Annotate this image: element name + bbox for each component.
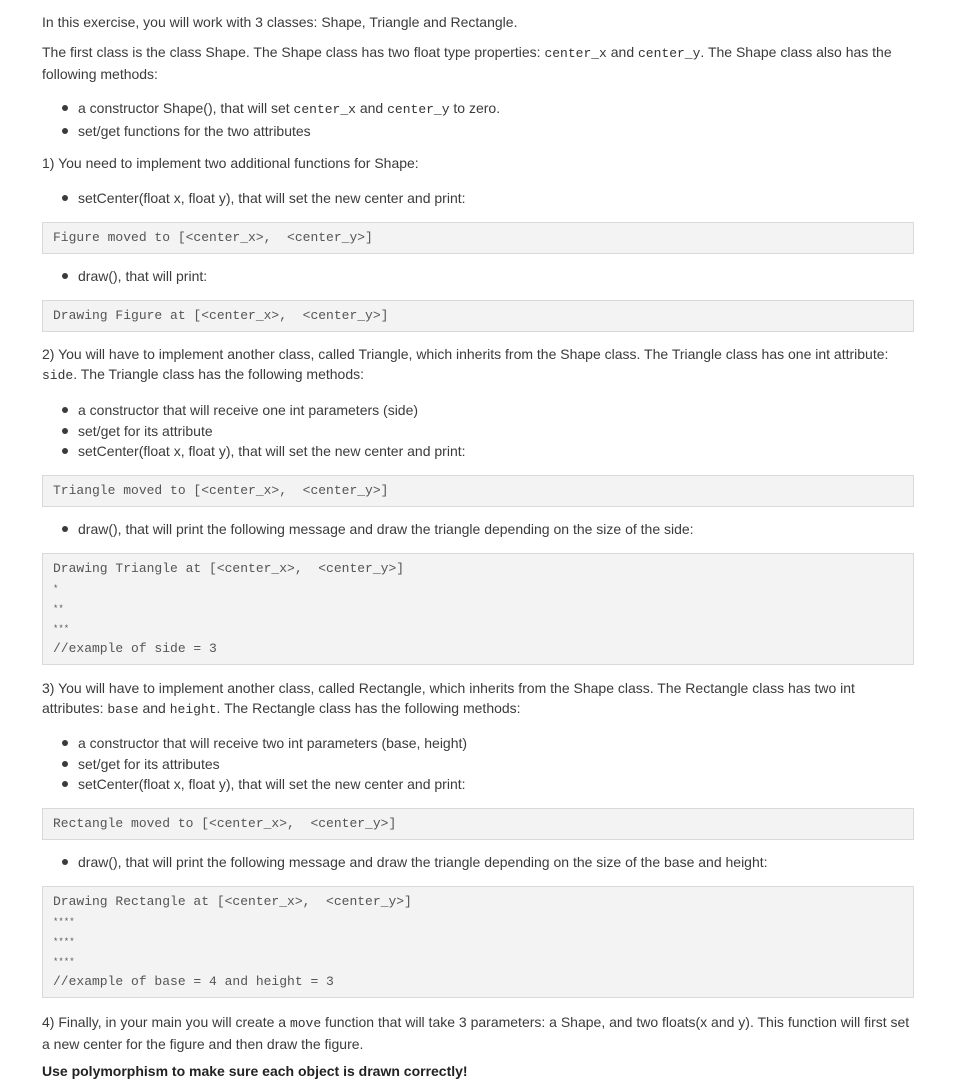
list-item: a constructor that will receive two int parameters (base, height)	[42, 733, 467, 754]
code-line: Rectangle moved to [<center_x>, <center_y>]	[53, 816, 397, 831]
code-block-figure-draw	[42, 300, 914, 332]
list-item: a constructor that will receive one int parameters (side)	[42, 400, 466, 421]
code-line: ****	[53, 937, 75, 947]
step-1-setcenter-list	[42, 188, 466, 209]
text: 4) Finally, in your main you will create a	[42, 1014, 290, 1030]
list-item: set/get for its attributes	[42, 754, 467, 775]
closing-note-text: Use polymorphism to make sure each object is drawn correctly!	[42, 1063, 468, 1079]
triangle-draw-list	[42, 519, 694, 540]
code-block-triangle-draw	[42, 553, 914, 665]
code-line: Drawing Figure at [<center_x>, <center_y>]	[53, 308, 389, 323]
list-item: draw(), that will print the following message and draw the triangle depending on the size of the side:	[42, 519, 694, 540]
text: . The Triangle class has the following methods:	[73, 366, 365, 382]
text: 3) You will have to implement another class, called Rectangle, which inherits from the Shape class. The Rectangle class has two int attributes:	[42, 680, 855, 716]
text: 2) You will have to implement another class, called Triangle, which inherits from the Shape class. The Triangle class has one int attribute:	[42, 346, 889, 362]
list-item: setCenter(float x, float y), that will set the new center and print:	[42, 188, 466, 209]
code-block-rectangle-draw	[42, 886, 914, 998]
rectangle-draw-list	[42, 852, 768, 873]
step-1-heading: 1) You need to implement two additional functions for Shape:	[42, 155, 419, 171]
text: to zero.	[449, 100, 501, 116]
inline-code-center-y: center_y	[387, 102, 450, 117]
code-line: *	[53, 584, 59, 594]
list-item: setCenter(float x, float y), that will set the new center and print:	[42, 441, 466, 462]
text: a constructor Shape(), that will set	[78, 100, 294, 116]
list-item: draw(), that will print the following message and draw the triangle depending on the size of the base and height:	[42, 852, 768, 873]
text: function that will take 3 parameters: a Shape, and two floats(x and y). This function will first set a new center for the figure and then draw the figure.	[42, 1014, 910, 1052]
inline-code-base: base	[107, 702, 139, 717]
list-item: setCenter(float x, float y), that will set the new center and print:	[42, 774, 467, 795]
step-1-draw-list	[42, 266, 207, 287]
step-3-description	[42, 678, 914, 720]
code-block-figure-moved	[42, 222, 914, 254]
list-item: set/get functions for the two attributes	[42, 121, 500, 142]
step-2-description	[42, 344, 914, 386]
inline-code-side: side	[42, 368, 74, 383]
inline-code-center-y: center_y	[638, 46, 701, 61]
text: and	[355, 100, 388, 116]
inline-code-move: move	[289, 1016, 322, 1031]
shape-description	[42, 42, 914, 84]
code-comment: //example of base = 4 and height = 3	[53, 974, 334, 989]
step-4-description	[42, 1012, 914, 1054]
inline-code-center-x: center_x	[293, 102, 356, 117]
closing-note	[42, 1061, 914, 1081]
code-line: Figure moved to [<center_x>, <center_y>]	[53, 230, 373, 245]
triangle-methods-list	[42, 400, 466, 462]
rectangle-methods-list	[42, 733, 467, 795]
code-line: Triangle moved to [<center_x>, <center_y>]	[53, 483, 389, 498]
text: . The Shape class also has the following methods:	[42, 44, 892, 82]
code-comment: //example of side = 3	[53, 641, 217, 656]
list-item: draw(), that will print:	[42, 266, 207, 287]
list-item	[42, 98, 500, 121]
code-block-triangle-moved	[42, 475, 914, 507]
text: and	[138, 700, 170, 716]
code-line: ****	[53, 917, 75, 927]
code-line: Drawing Rectangle at [<center_x>, <center_y>]	[53, 894, 412, 909]
code-line: ****	[53, 957, 75, 967]
code-line: **	[53, 604, 64, 614]
shape-methods-list	[42, 98, 500, 141]
list-item: set/get for its attribute	[42, 421, 466, 442]
inline-code-height: height	[169, 702, 217, 717]
text: and	[606, 44, 638, 60]
text: . The Rectangle class has the following methods:	[216, 700, 521, 716]
code-line: Drawing Triangle at [<center_x>, <center_y>]	[53, 561, 405, 576]
text: The first class is the class Shape. The Shape class has two float type properties:	[42, 44, 545, 60]
code-block-rectangle-moved	[42, 808, 914, 840]
inline-code-center-x: center_x	[544, 46, 607, 61]
code-line: ***	[53, 624, 70, 634]
intro-paragraph: In this exercise, you will work with 3 classes: Shape, Triangle and Rectangle.	[42, 14, 518, 30]
